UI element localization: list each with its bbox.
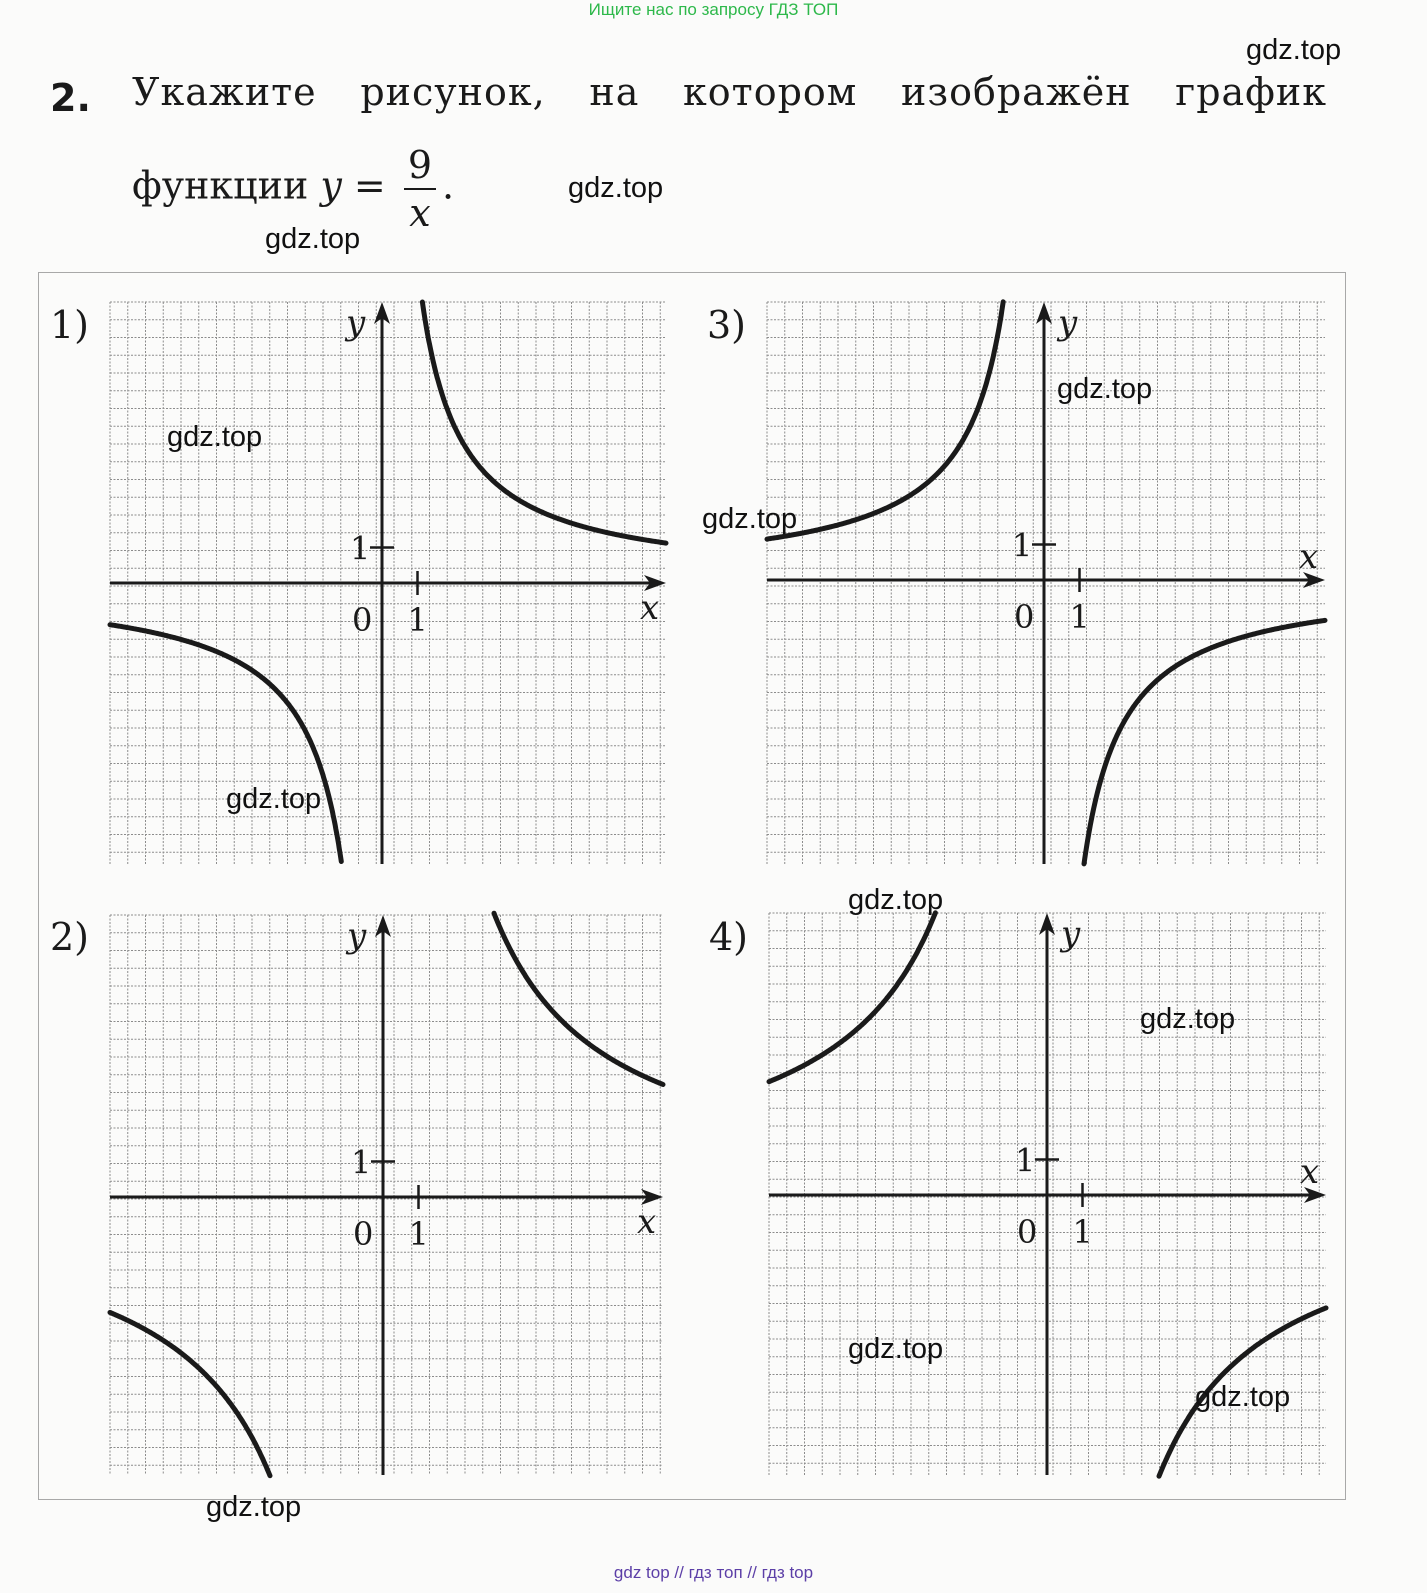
curve-branch-left [110, 625, 341, 862]
origin-label: 0 [1017, 1213, 1038, 1251]
y-tick-label: 1 [1012, 526, 1033, 565]
origin-label: 0 [353, 1215, 374, 1253]
watermark: gdz.top [265, 223, 361, 255]
y-tick-label: 1 [351, 1143, 372, 1182]
graph-label: 3) [707, 303, 747, 347]
watermark: gdz.top [167, 421, 263, 453]
y-axis-label: y [347, 916, 367, 956]
watermark: gdz.top [226, 783, 322, 815]
watermark: gdz.top [848, 1333, 944, 1365]
grid [767, 302, 1325, 864]
graph-label: 1) [50, 303, 90, 347]
grid [110, 915, 663, 1475]
x-axis-label: x [640, 588, 660, 628]
formula-numerator: 9 [404, 146, 436, 190]
origin-label: 0 [352, 601, 373, 639]
graph-panel-1[interactable] [50, 302, 666, 864]
watermark: gdz.top [702, 503, 798, 535]
watermark: gdz.top [568, 172, 664, 204]
x-axis-label: x [1299, 537, 1319, 577]
x-tick-label: 1 [407, 601, 428, 639]
origin-label: 0 [1014, 598, 1035, 636]
task-text-prefix: функции [132, 163, 309, 208]
watermark: gdz.top [848, 884, 944, 916]
task-number: 2. [50, 76, 91, 120]
y-tick-label: 1 [350, 529, 371, 568]
watermark: gdz.top [1057, 373, 1153, 405]
graph-panel-2[interactable] [50, 913, 663, 1475]
curve-branch-left [110, 1312, 270, 1475]
formula-lhs: y = [320, 163, 386, 208]
graph-panel-3[interactable] [707, 302, 1325, 864]
x-axis-label: x [1300, 1152, 1320, 1192]
y-axis-label: y [1061, 914, 1081, 954]
watermark: gdz.top [1246, 34, 1342, 66]
y-axis-label: y [1058, 303, 1078, 343]
task-text-line1: Укажите рисунок, на котором изображён график [132, 70, 1327, 114]
curve-branch-right [422, 302, 666, 543]
x-tick-label: 1 [1069, 598, 1090, 636]
watermark: gdz.top [1140, 1003, 1236, 1035]
top-banner[interactable]: Ищите нас по запросу ГДЗ ТОП [588, 0, 839, 19]
curve-branch-left [769, 913, 935, 1082]
watermark: gdz.top [1195, 1381, 1291, 1413]
curve-branch-right [494, 913, 663, 1084]
formula-period: . [442, 163, 455, 208]
graph-label: 4) [709, 915, 749, 959]
watermark: gdz.top [206, 1491, 302, 1523]
x-tick-label: 1 [1072, 1213, 1093, 1251]
y-axis-label: y [346, 303, 366, 343]
formula-denominator: x [409, 191, 431, 235]
x-tick-label: 1 [408, 1215, 429, 1253]
x-axis-label: x [637, 1202, 657, 1242]
graph-label: 2) [50, 915, 90, 959]
footer-links[interactable]: gdz top // гдз топ // гдз top [613, 1563, 814, 1582]
y-tick-label: 1 [1015, 1141, 1036, 1180]
